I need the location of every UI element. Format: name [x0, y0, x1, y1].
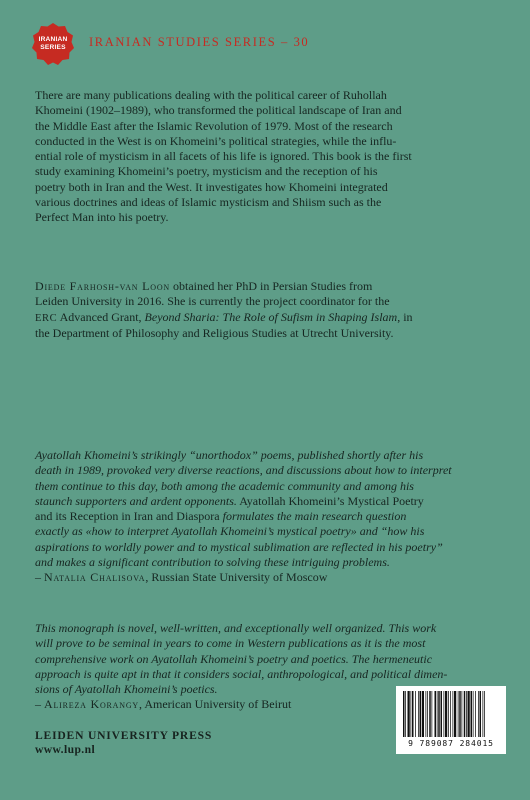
publisher-name: LEIDEN UNIVERSITY PRESS	[35, 729, 213, 742]
bio-text: Leiden University in 2016. She is currently the project coordinator for the	[35, 294, 390, 309]
attribution-dash: –	[35, 697, 44, 712]
quote-affiliation: , Russian State University of Moscow	[145, 570, 328, 585]
grant-title: Beyond Sharia: The Role of Sufism in Shaping Islam	[144, 309, 398, 324]
description-line: Khomeini (1902–1989), who transformed the political landscape of Iran and	[35, 103, 402, 118]
description-line: ential role of mysticism in all facets of his life is ignored. This book is the first	[35, 149, 412, 164]
description-line: conducted in the West is on Khomeini’s political strategies, while the influ-	[35, 133, 397, 148]
quote-author: Alireza Korangy	[44, 697, 139, 712]
endorsement-quote-1	[35, 448, 505, 586]
book-title: Ayatollah Khomeini’s Mystical Poetry	[236, 493, 424, 508]
quote-line: them continue to this day, both among the academic community and among his	[35, 478, 414, 493]
description-line: various doctrines and ideas of Islamic mysticism and Shiism such as the	[35, 195, 382, 210]
quote-line: staunch supporters and ardent opponents.	[35, 493, 237, 508]
series-badge	[31, 22, 75, 66]
quote-line: exactly as «how to interpret Ayatollah Khomeini’s mystical poetry» and “how his	[35, 524, 425, 539]
description-line: There are many publications dealing with the political career of Ruhollah	[35, 88, 387, 102]
quote-line: death in 1989, provoked very diverse reactions, and discussions about how to interpret	[35, 463, 452, 478]
badge-line-1: IRANIAN	[38, 36, 68, 43]
badge-line-2: SERIES	[40, 43, 66, 51]
description-line: study examining Khomeini’s poetry, mysticism and the reception of his	[35, 164, 378, 179]
attribution-dash: –	[35, 570, 44, 585]
barcode-bars	[401, 691, 501, 738]
quote-line: comprehensive work on Ayatollah Khomeini’s poetry and poetics. The hermeneutic	[35, 651, 433, 666]
bio-text: obtained her PhD in Persian Studies from	[170, 279, 373, 293]
quote-line: Ayatollah Khomeini’s strikingly “unorthodox” poems, published shortly after his	[35, 448, 424, 462]
description-line: the Middle East after the Islamic Revolution of 1979. Most of the research	[35, 118, 393, 133]
book-description	[35, 88, 505, 226]
description-line: poetry both in Iran and the West. It investigates how Khomeini integrated	[35, 179, 388, 194]
quote-author: Natalia Chalisova	[44, 570, 146, 585]
quote-line: formulates the main research question	[219, 509, 407, 524]
description-line: Perfect Man into his poetry.	[35, 210, 169, 225]
isbn-barcode	[396, 686, 506, 754]
author-bio	[35, 279, 505, 341]
quote-line: will prove to be seminal in years to come in Western publications as it is the most	[35, 636, 426, 651]
erc-abbrev: ERC	[35, 312, 58, 324]
quote-line: approach is quite apt in that it considers social, anthropological, and political dimen-	[35, 666, 448, 681]
quote-line: sions of Ayatollah Khomeini’s poetics.	[35, 682, 218, 697]
quote-line: and makes a significant contribution to solving these intriguing problems.	[35, 555, 390, 570]
bio-text: Advanced Grant,	[57, 309, 145, 324]
series-title: IRANIAN STUDIES SERIES – 30	[89, 35, 310, 49]
bio-text: , in	[397, 309, 413, 324]
quote-line: aspirations to worldly power and to mystical sublimation are reflected in his poetry”	[35, 539, 443, 554]
badge-label	[31, 36, 75, 51]
quote-affiliation: , American University of Beirut	[139, 697, 292, 712]
barcode-number: 9 789087 284015	[408, 739, 494, 748]
bio-text: the Department of Philosophy and Religious Studies at Utrecht University.	[35, 325, 394, 340]
author-name: Diede Farhosh-van Loon	[35, 279, 171, 293]
book-title: and its Reception in Iran and Diaspora	[35, 509, 220, 524]
publisher-url[interactable]: www.lup.nl	[35, 743, 96, 756]
quote-line: This monograph is novel, well-written, and exceptionally well organized. This work	[35, 621, 437, 635]
